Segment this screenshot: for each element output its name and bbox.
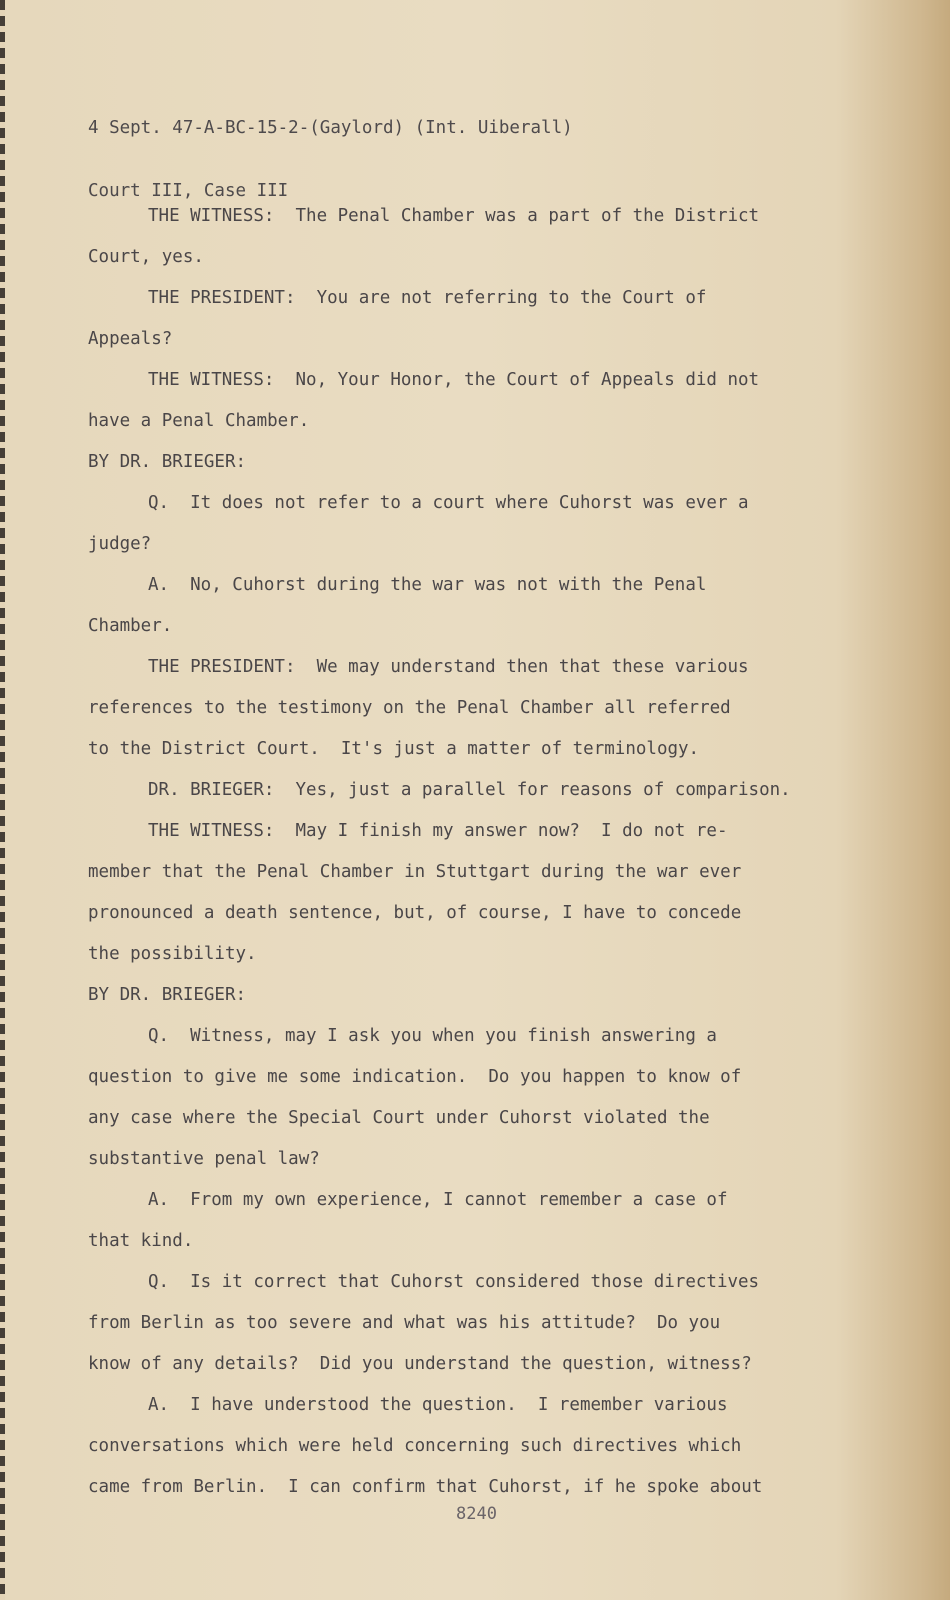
transcript-line: any case where the Special Court under Cuhorst violated the (88, 1108, 710, 1128)
page-number: 8240 (456, 1504, 497, 1524)
transcript-line: Q. It does not refer to a court where Cuhorst was ever a (148, 493, 749, 513)
transcript-line: A. From my own experience, I cannot remember a case of (148, 1190, 728, 1210)
transcript-line: BY DR. BRIEGER: (88, 452, 247, 472)
transcript-line: to the District Court. It's just a matter of terminology. (88, 739, 700, 759)
header-line-1: 4 Sept. 47-A-BC-15-2-(Gaylord) (Int. Uiberall) (88, 118, 573, 138)
transcript-line: THE WITNESS: No, Your Honor, the Court of Appeals did not (148, 370, 760, 390)
transcript-line: A. No, Cuhorst during the war was not with the Penal (148, 575, 707, 595)
transcript-line: DR. BRIEGER: Yes, just a parallel for reasons of comparison. (148, 780, 791, 800)
transcript-line: pronounced a death sentence, but, of course, I have to concede (88, 903, 742, 923)
transcript-line: the possibility. (88, 944, 257, 964)
transcript-line: Q. Is it correct that Cuhorst considered those directives (148, 1272, 760, 1292)
transcript-line: substantive penal law? (88, 1149, 320, 1169)
transcript-line: from Berlin as too severe and what was his attitude? Do you (88, 1313, 721, 1333)
transcript-line: BY DR. BRIEGER: (88, 985, 247, 1005)
transcript-line: have a Penal Chamber. (88, 411, 310, 431)
transcript-line: Chamber. (88, 616, 173, 636)
transcript-line: THE PRESIDENT: We may understand then that these various (148, 657, 749, 677)
transcript-line: Appeals? (88, 329, 173, 349)
transcript-line: conversations which were held concerning such directives which (88, 1436, 742, 1456)
transcript-line: THE PRESIDENT: You are not referring to the Court of (148, 288, 707, 308)
transcript-line: question to give me some indication. Do you happen to know of (88, 1067, 742, 1087)
transcript-line: references to the testimony on the Penal Chamber all referred (88, 698, 731, 718)
transcript-line: that kind. (88, 1231, 194, 1251)
transcript-line: came from Berlin. I can confirm that Cuhorst, if he spoke about (88, 1477, 763, 1497)
transcript-body (88, 196, 908, 1508)
header-line-2: Court III, Case III (88, 181, 289, 201)
binding-edge (0, 0, 5, 1600)
transcript-line: judge? (88, 534, 152, 554)
transcript-line: Court, yes. (88, 247, 204, 267)
transcript-line: Q. Witness, may I ask you when you finish answering a (148, 1026, 717, 1046)
transcript-line: THE WITNESS: May I finish my answer now? I do not re- (148, 821, 728, 841)
transcript-line: A. I have understood the question. I remember various (148, 1395, 728, 1415)
transcript-line: member that the Penal Chamber in Stuttgart during the war ever (88, 862, 742, 882)
transcript-line: THE WITNESS: The Penal Chamber was a part of the District (148, 206, 760, 226)
transcript-line: know of any details? Did you understand the question, witness? (88, 1354, 752, 1374)
